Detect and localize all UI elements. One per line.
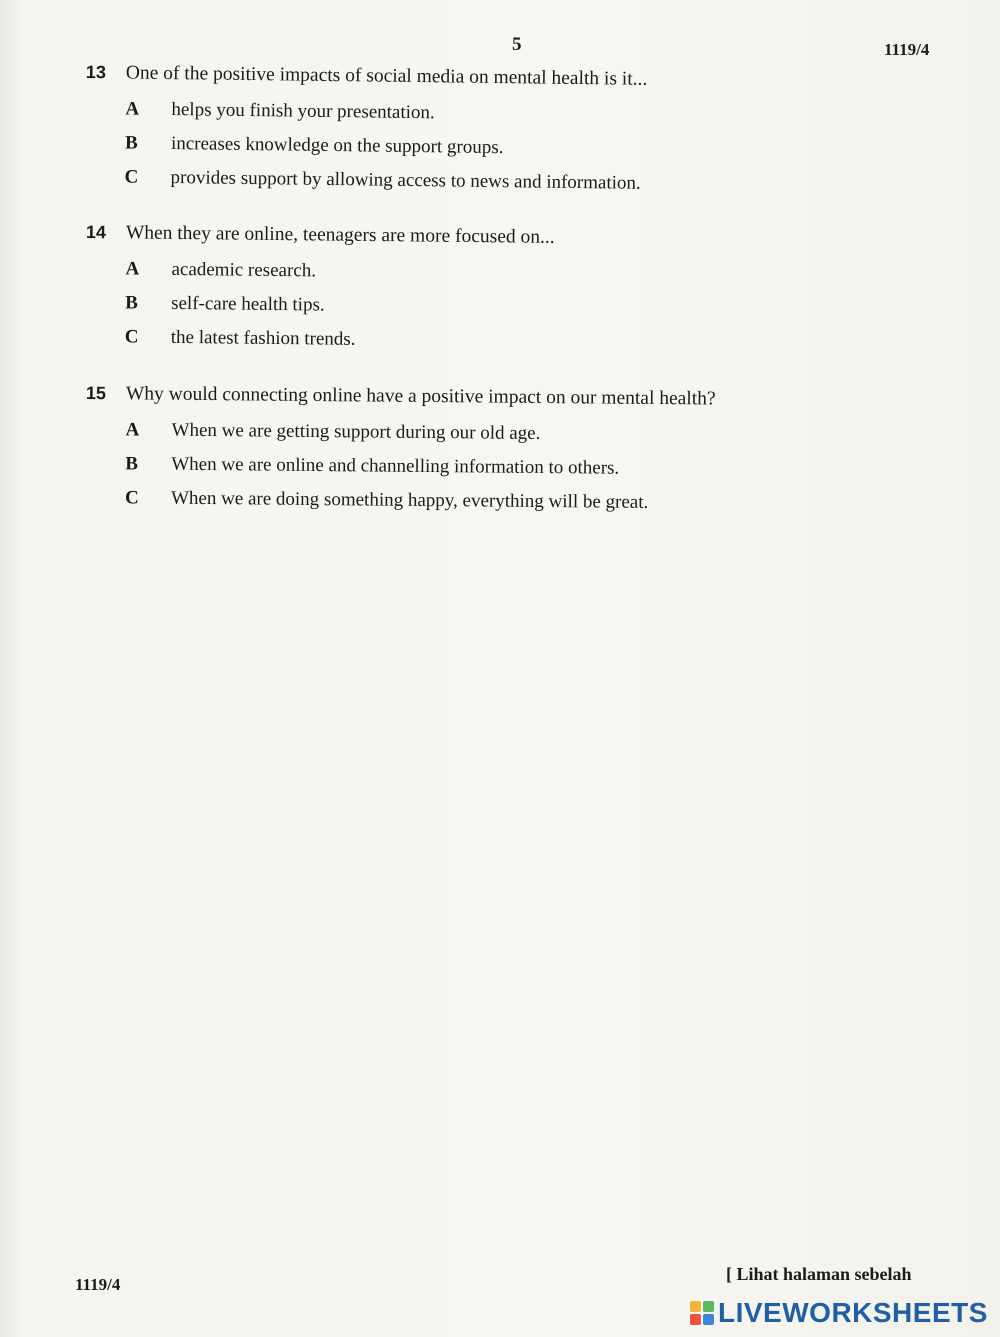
question-text: Why would connecting online have a positive impact on our mental health? xyxy=(125,383,716,410)
option-letter: C xyxy=(124,326,139,348)
option-letter: A xyxy=(125,258,140,280)
question-number: 14 xyxy=(85,222,107,243)
liveworksheets-watermark xyxy=(690,1296,988,1330)
next-page-note: [ Lihat halaman sebelah xyxy=(726,1264,912,1284)
liveworksheets-logo-icon xyxy=(690,1301,714,1325)
option-text: the latest fashion trends. xyxy=(170,326,356,350)
question-14 xyxy=(85,222,806,368)
option-text: academic research. xyxy=(171,258,317,282)
logo-square-icon xyxy=(690,1314,701,1325)
page-number: 5 xyxy=(512,34,522,55)
option-letter: B xyxy=(125,292,138,314)
logo-square-icon xyxy=(690,1301,701,1312)
option-letter: A xyxy=(125,98,140,120)
header-paper-code: 1119/4 xyxy=(884,40,930,59)
option-c[interactable] xyxy=(125,487,805,527)
option-letter: A xyxy=(125,419,140,441)
option-letter: B xyxy=(125,453,139,475)
question-number: 15 xyxy=(85,383,107,404)
logo-square-icon xyxy=(703,1314,714,1325)
question-text: When they are online, teenagers are more focused on... xyxy=(125,222,555,248)
option-text: increases knowledge on the support groups. xyxy=(170,133,504,159)
option-text: provides support by allowing access to news and information. xyxy=(170,167,641,194)
question-15 xyxy=(85,383,806,527)
question-text: One of the positive impacts of social media on mental health is it... xyxy=(125,62,648,90)
watermark-text: LIVEWORKSHEETS xyxy=(718,1297,988,1328)
option-letter: C xyxy=(124,487,139,509)
option-text: When we are doing something happy, everything will be great. xyxy=(170,487,649,513)
option-text: self-care health tips. xyxy=(171,292,325,316)
question-stem xyxy=(86,222,806,252)
option-text: When we are online and channelling information to others. xyxy=(171,453,620,479)
option-c[interactable] xyxy=(124,166,804,208)
question-number: 13 xyxy=(85,62,107,83)
option-c[interactable] xyxy=(125,326,805,367)
footer-paper-code: 1119/4 xyxy=(75,1275,121,1294)
option-text: When we are getting support during our old age. xyxy=(171,419,541,444)
question-stem xyxy=(86,62,806,93)
option-letter: B xyxy=(124,132,138,154)
option-letter: C xyxy=(124,166,139,188)
option-text: helps you finish your presentation. xyxy=(171,99,435,124)
logo-square-icon xyxy=(703,1301,714,1312)
question-13 xyxy=(84,62,806,209)
question-stem xyxy=(86,383,806,411)
